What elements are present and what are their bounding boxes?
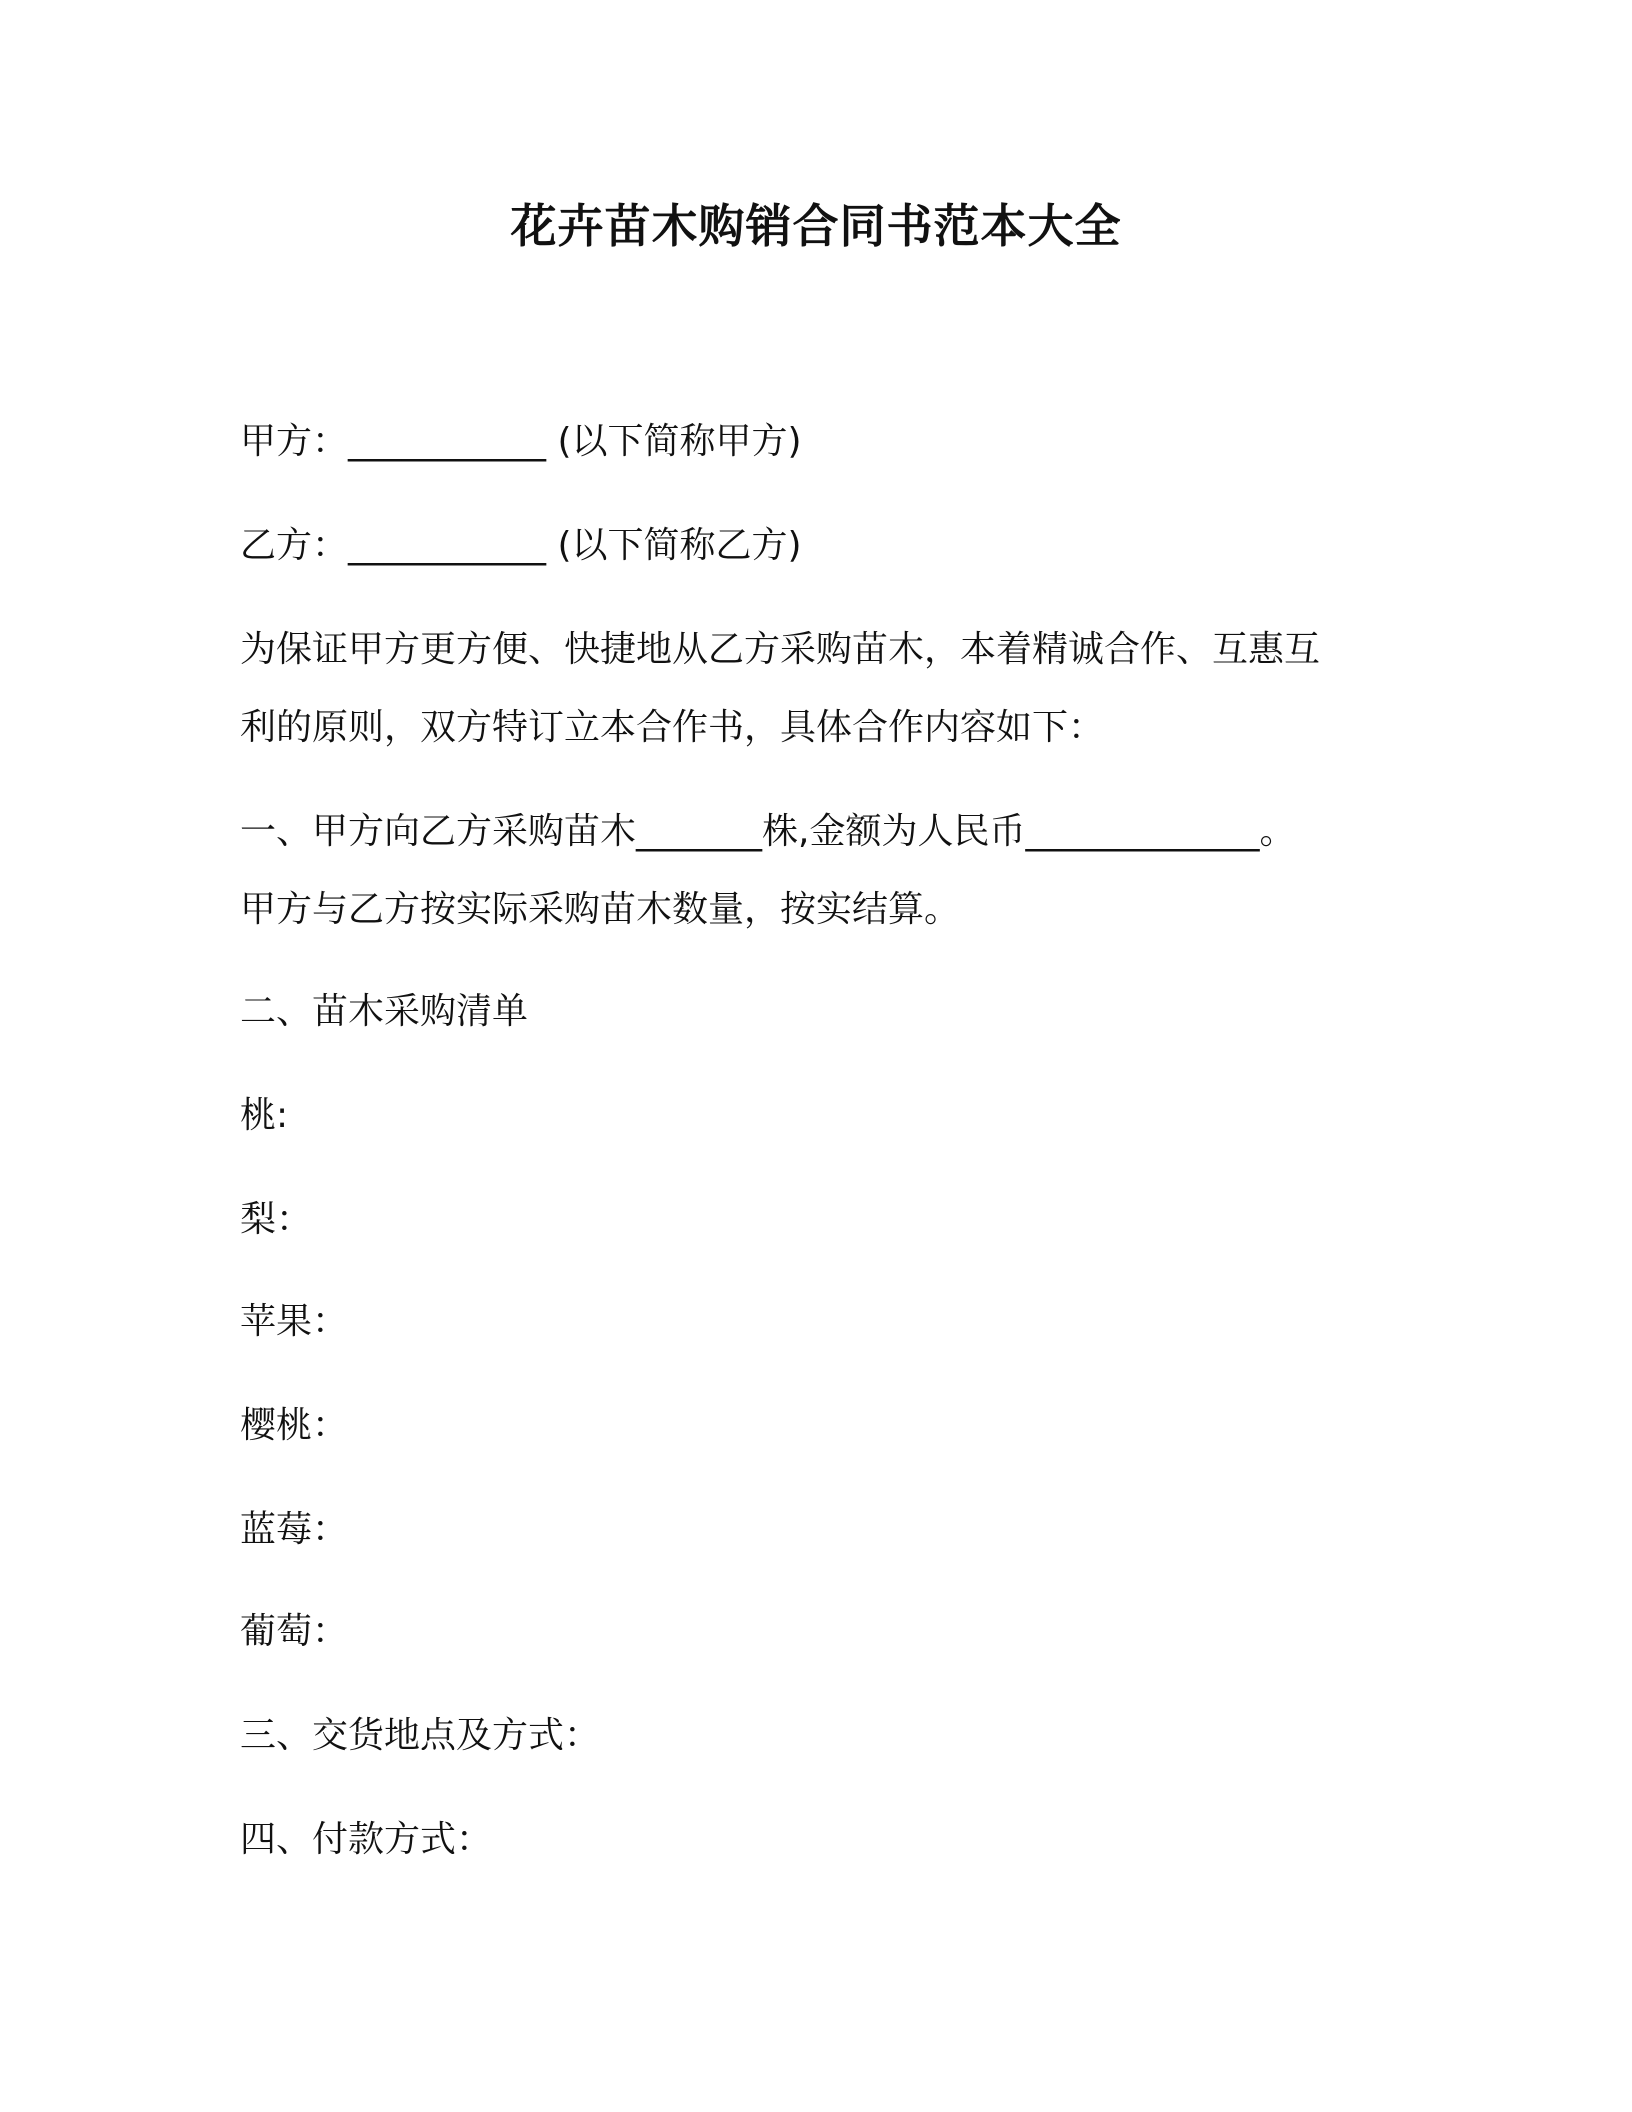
- list-item: 梨：: [240, 1199, 313, 1240]
- clause-4-line: 四、付款方式：: [240, 1819, 493, 1860]
- list-item: 桃:: [240, 1095, 289, 1136]
- clause-1-line-2: 甲方与乙方按实际采购苗木数量，按实结算。: [240, 889, 961, 930]
- intro-line-1: 为保证甲方更方便、快捷地从乙方采购苗木，本着精诚合作、互惠互: [240, 629, 1321, 670]
- party-b-line: 乙方：___________ (以下简称乙方): [240, 525, 802, 566]
- clause-1-line-1: 一、甲方向乙方采购苗木_______株,金额为人民币_____________。: [240, 811, 1296, 852]
- list-item: 苹果：: [240, 1301, 349, 1342]
- document-title: 花卉苗木购销合同书范本大全: [510, 199, 1122, 253]
- party-a-line: 甲方：___________ (以下简称甲方): [240, 421, 802, 462]
- list-item: 葡萄：: [240, 1611, 349, 1652]
- list-item: 樱桃：: [240, 1405, 349, 1446]
- clause-2-heading: 二、苗木采购清单: [240, 991, 529, 1032]
- intro-line-2: 利的原则，双方特订立本合作书，具体合作内容如下：: [240, 707, 1105, 748]
- list-item: 蓝莓：: [240, 1509, 349, 1550]
- clause-3-line: 三、交货地点及方式：: [240, 1715, 601, 1756]
